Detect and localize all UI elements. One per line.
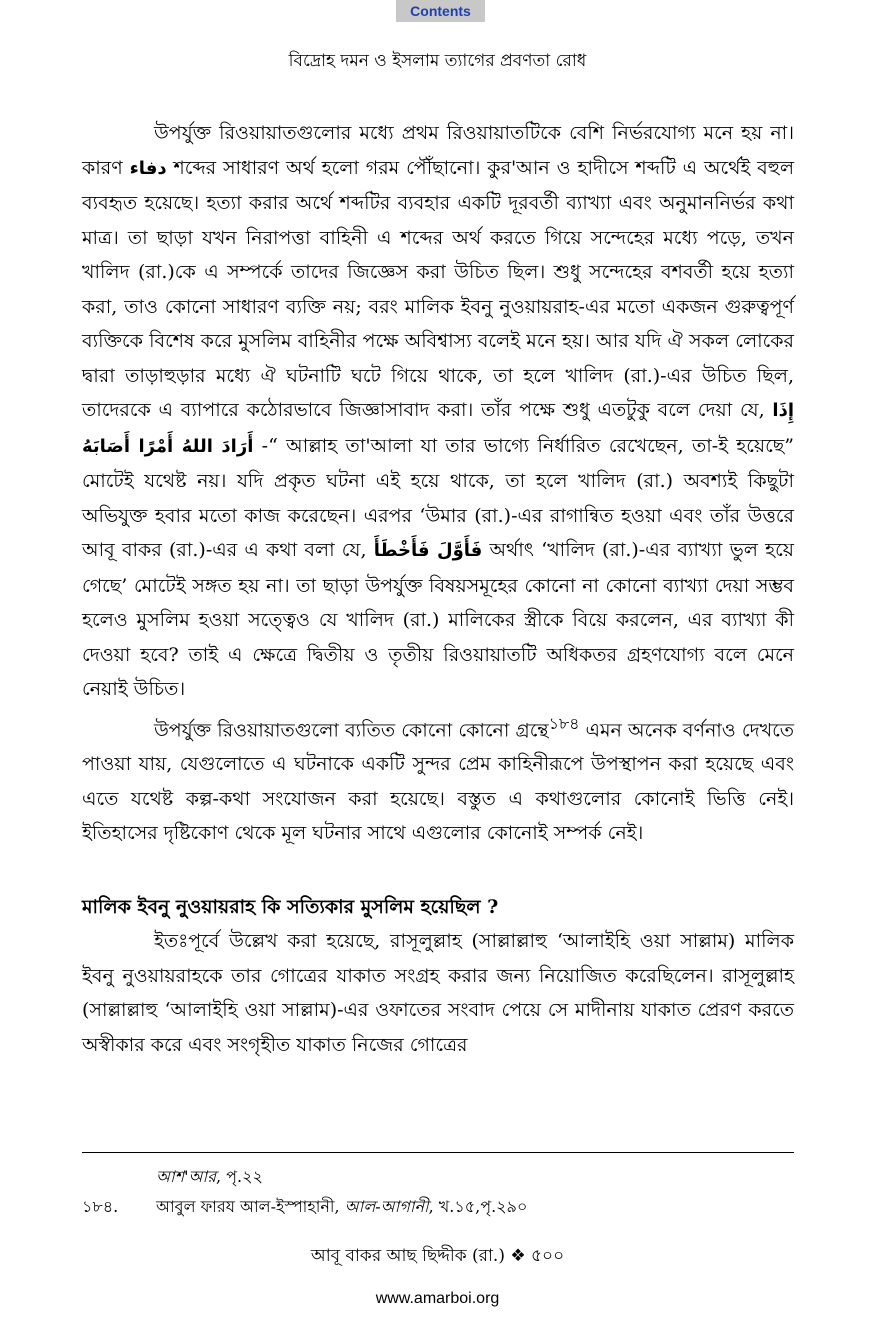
paragraph-1-part-c: -“ আল্লাহ তা'আলা যা তার ভাগ্যে নির্ধারিত রেখেছেন, তা-ই হয়েছে” মোটেই যথেষ্ট নয়। যদি প্রকৃত ঘটনা এই হয়ে থাকে, তা হলে খালিদ (রা.) অবশ্যই কিছুটা অভিযুক্ত হবার মতো কাজ করেছেন। এরপর ‘উমার (রা.)-এর রাগান্বিত হওয়া এবং তাঁর উত্তরে আবূ বাকর (রা.)-এর এ কথা বলা যে, [82, 434, 794, 561]
paragraph-1-part-d: অর্থাৎ ‘খালিদ (রা.)-এর ব্যাখ্যা ভুল হয়ে গেছে’ মোটেই সঙ্গত হয় না। তা ছাড়া উপর্যুক্ত বিষয়সমূহের কোনো না কোনো ব্যাখ্যা দেয়া সম্ভব হলেও মুসলিম হওয়া সত্ত্বেও যে খালিদ (রা.) মালিকের স্ত্রীকে বিয়ে করলেন, এর ব্যাখ্যা কী দেওয়া হবে? তাই এ ক্ষেত্রে দ্বিতীয় ও তৃতীয় রিওয়ায়াতটি অধিকতর গ্রহণযোগ্য বলে মেনে নেয়াই উচিত। [82, 539, 794, 700]
paragraph-2-part-a: উপর্যুক্ত রিওয়ায়াতগুলো ব্যতিত কোনো কোনো গ্রন্থে [154, 718, 549, 741]
footnote-184 [82, 1192, 794, 1222]
footnote-number: ১৮৪. [82, 1197, 119, 1216]
footnote-author: আবুল ফারয আল-ইস্পাহানী, [156, 1197, 345, 1216]
page-footer: আবূ বাকর আছ ছিদ্দীক (রা.) ❖ ৫০০ [310, 1246, 565, 1266]
website-link[interactable]: www.amarboi.org [375, 1290, 500, 1307]
footnote-book-title: আল-আগানী [344, 1197, 429, 1216]
paragraph-1-part-a: উপর্যুক্ত রিওয়ায়াতগুলোর মধ্যে প্রথম রিওয়ায়াতটিকে বেশি নির্ভরযোগ্য মনে হয় না। কারণ [82, 122, 794, 179]
footnote-cont-page: , পৃ.২২ [216, 1167, 263, 1186]
section-heading: মালিক ইবনু নুওয়ায়রাহ কি সত্যিকার মুসলিম হয়েছিল ? [82, 895, 499, 918]
arabic-word: دفاء [129, 157, 167, 179]
footnotes [82, 1162, 794, 1222]
footnote-text [156, 1192, 527, 1222]
arabic-phrase: إِذَا أَرَادَ اللهُ أَمْرًا أَصَابَهُ [82, 400, 794, 457]
footnote-ref-184[interactable]: ১৮৪ [548, 713, 580, 733]
paragraph-3: ইতঃপূর্বে উল্লেখ করা হয়েছে, রাসূলুল্লাহ (সাল্লাল্লাহু ‘আলাইহি ওয়া সাল্লাম) মালিক ইবনু নুওয়ায়রাহকে তার গোত্রের যাকাত সংগ্রহ করার জন্য নিয়োজিত করেছিলেন। রাসূলুল্লাহ (সাল্লাল্লাহু ‘আলাইহি ওয়া সাল্লাম)-এর ওফাতের সংবাদ পেয়ে সে মাদীনায় যাকাত প্রেরণ করতে অস্বীকার করে এবং সংগৃহীত যাকাত নিজের গোত্রের [82, 930, 794, 1056]
paragraph-1-part-b: শব্দের সাধারণ অর্থ হলো গরম পৌঁছানো। কুর'আন ও হাদীসে শব্দটি এ অর্থেই বহুল ব্যবহৃত হয়েছে। হত্যা করার অর্থে শব্দটির ব্যবহার একটি দূরবর্তী ব্যাখ্যা এবং অনুমাননির্ভর কথা মাত্র। তা ছাড়া যখন নিরাপত্তা বাহিনী এ শব্দের অর্থ করতে গিয়ে সন্দেহের মধ্যে পড়ে, তখন খালিদ (রা.)কে এ সম্পর্কে তাদের জিজ্ঞেস করা উচিত ছিল। শুধু সন্দেহের বশবর্তী হয়ে হত্যা করা, তাও কোনো সাধারণ ব্যক্তি নয়; বরং মালিক ইবনু নুওয়ায়রাহ-এর মতো একজন গুরুত্বপূর্ণ ব্যক্তিকে বিশেষ করে মুসলিম বাহিনীর পক্ষে অবিশ্বাস্য বলেই মনে হয়। আর যদি ঐ সকল লোকের দ্বারা তাড়াহুড়ার মধ্যে ঐ ঘটনাটি ঘটে গিয়ে থাকে, তা হলে খালিদ (রা.)-এর উচিত ছিল, তাদেরকে এ ব্যাপারে কঠোরভাবে জিজ্ঞাসাবাদ করা। তাঁর পক্ষে শুধু এতটুকু বলে দেয়া যে, [82, 156, 794, 421]
paragraph-2-part-b: এমন অনেক বর্ণনাও দেখতে পাওয়া যায়, যেগুলোতে এ ঘটনাকে একটি সুন্দর প্রেম কাহিনীরূপে উপস্থাপন করা হয়েছে এবং এতে যথেষ্ট কল্প-কথা সংযোজন করা হয়েছে। বস্তুত এ কথাগুলোর কোনোই ভিত্তি নেই। ইতিহাসের দৃষ্টিকোণ থেকে মূল ঘটনার সাথে এগুলোর কোনোই সম্পর্ক নেই। [82, 718, 794, 845]
paragraph-2 [82, 707, 794, 851]
contents-button[interactable]: Contents [396, 0, 485, 22]
footnote-divider [82, 1152, 794, 1153]
paragraph-1 [82, 116, 794, 707]
running-head: বিদ্রোহ দমন ও ইসলাম ত্যাগের প্রবণতা রোধ [288, 51, 587, 71]
footnote-cont-title: আশ'আর [156, 1167, 216, 1186]
footnote-continuation [82, 1162, 794, 1192]
main-text [82, 116, 794, 1062]
footnote-ref: , খ.১৫,পৃ.২৯০ [428, 1197, 528, 1216]
arabic-phrase-2: فَأَوَّلَ فَأَخْطَأَ [373, 540, 483, 561]
